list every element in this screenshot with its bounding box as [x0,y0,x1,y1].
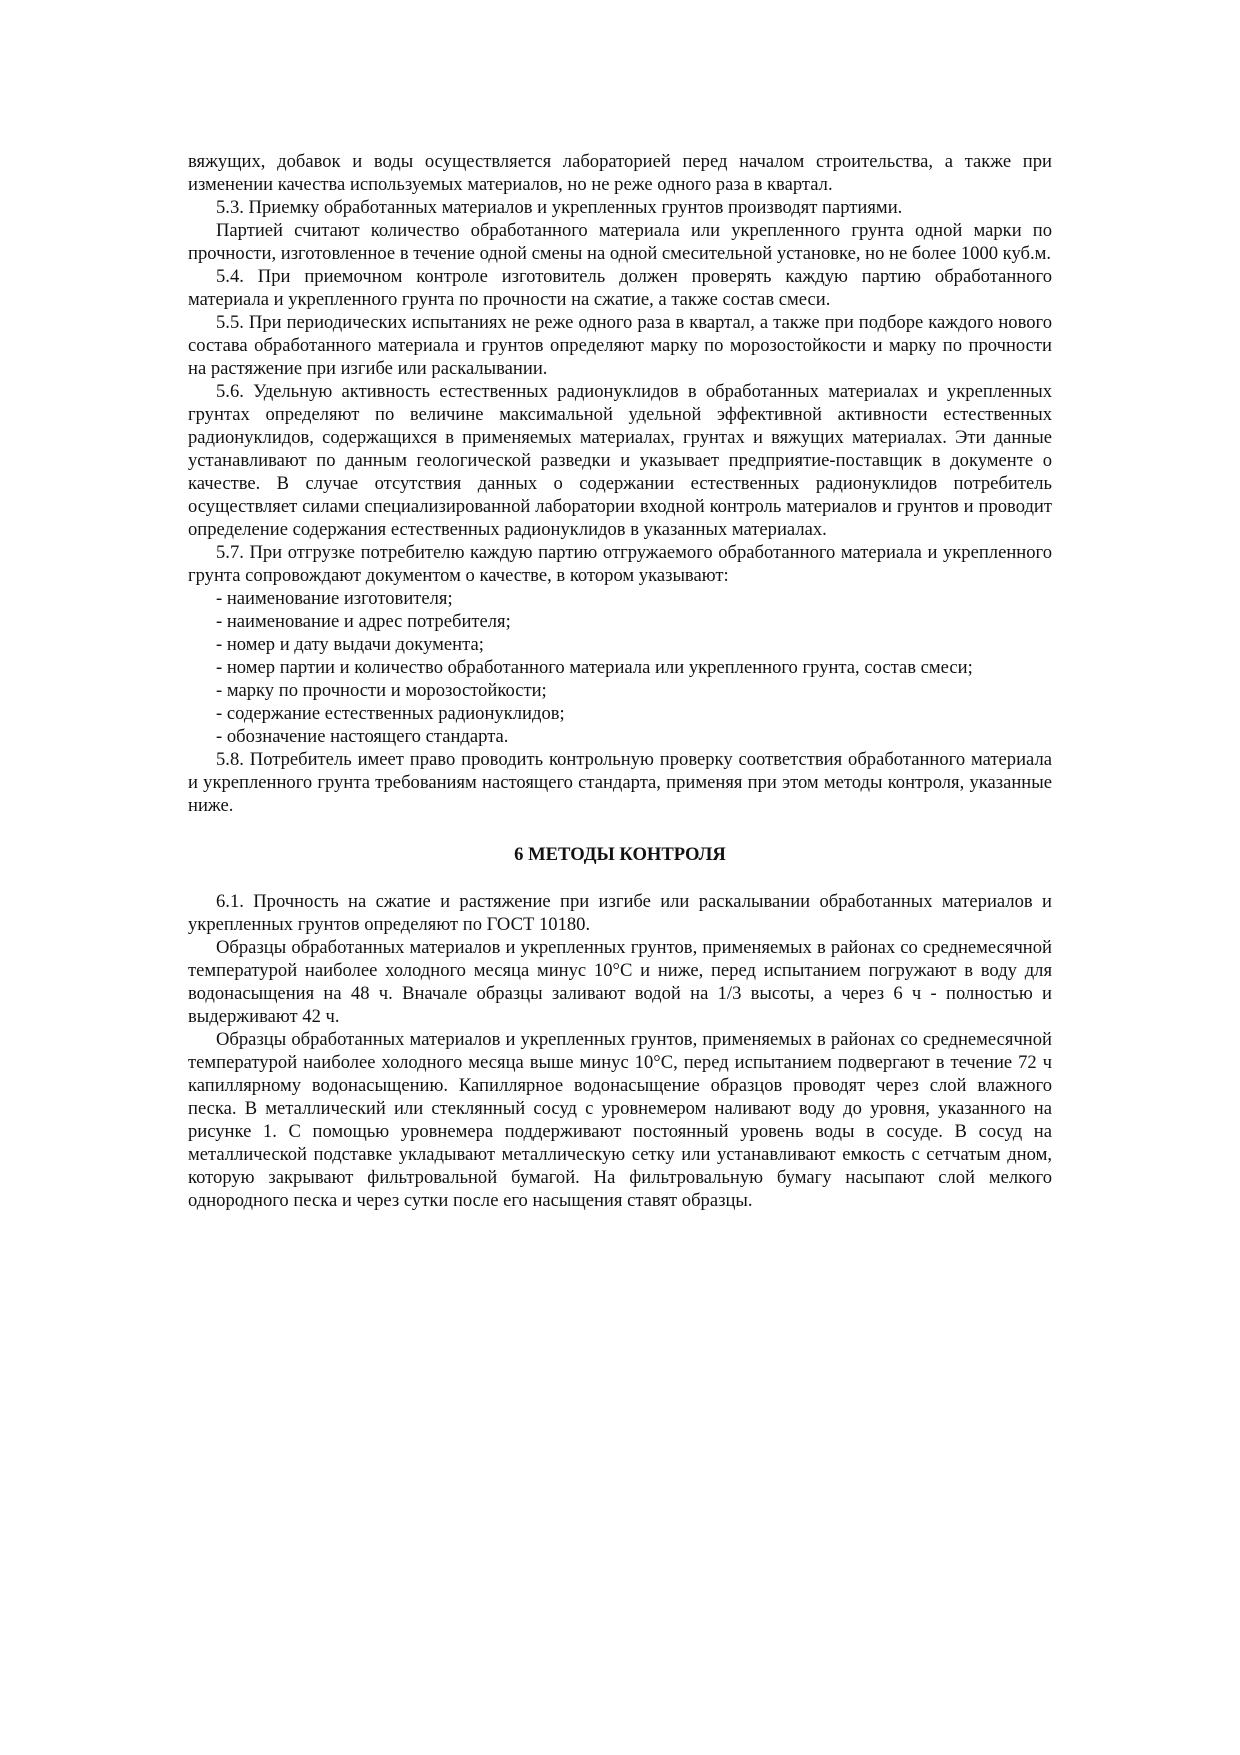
list-item: - наименование изготовителя; [216,588,453,609]
paragraph-batch-definition: Партией считают количество обработанного материала или укрепленного грунта одной марки по прочности, изготовленное в течение одной смены на одной смесительной установке, но не более 1000 куб.м. [188,220,1052,264]
list-item: - содержание естественных радионуклидов; [216,703,565,724]
paragraph-intro-continuation: вяжущих, добавок и воды осуществляется лабораторией перед началом строительства, а также при изменении качества используемых материалов, но не реже одного раза в квартал. [188,151,1052,195]
list-item: - номер и дату выдачи документа; [216,634,484,655]
paragraph-5-8: 5.8. Потребитель имеет право проводить контрольную проверку соответствия обработанного материала и укрепленного грунта требованиям настоящего стандарта, применяя при этом методы контроля, указанные ниже. [188,749,1052,816]
paragraph-5-5: 5.5. При периодических испытаниях не реже одного раза в квартал, а также при подборе каждого нового состава обработанного материала и грунтов определяют марку по морозостойкости и марку по прочности на растяжение при изгибе или раскалывании. [188,312,1052,379]
list-item: - марку по прочности и морозостойкости; [216,680,547,701]
paragraph-samples-cold-climate: Образцы обработанных материалов и укрепленных грунтов, применяемых в районах со среднемесячной температурой наиболее холодного месяца минус 10°С и ниже, перед испытанием погружают в воду для водонасыщения на 48 ч. Вначале образцы заливают водой на 1/3 высоты, а через 6 ч - полностью и выдерживают 42 ч. [188,937,1052,1027]
paragraph-5-7: 5.7. При отгрузке потребителю каждую партию отгружаемого обработанного материала и укрепленного грунта сопровождают документом о качестве, в котором указывают: [188,542,1052,586]
list-item: - наименование и адрес потребителя; [216,611,511,632]
list-item: - обозначение настоящего стандарта. [216,726,509,747]
paragraph-5-3: 5.3. Приемку обработанных материалов и укрепленных грунтов производят партиями. [216,197,903,218]
paragraph-samples-warm-climate: Образцы обработанных материалов и укрепленных грунтов, применяемых в районах со среднемесячной температурой наиболее холодного месяца выше минус 10°С, перед испытанием подвергают в течение 72 ч капиллярному водонасыщению. Капиллярное водонасыщение образцов проводят через слой влажного песка. В металлический или стеклянный сосуд с уровнемером наливают воду до уровня, указанного на рисунке 1. С помощью уровнемера поддерживают постоянный уровень воды в сосуде. В сосуд на металлической подставке укладывают металлическую сетку или устанавливают емкость с сетчатым дном, которую закрывают фильтровальной бумагой. На фильтровальную бумагу насыпают слой мелкого однородного песка и через сутки после его насыщения ставят образцы. [188,1029,1052,1211]
paragraph-6-1: 6.1. Прочность на сжатие и растяжение при изгибе или раскалывании обработанных материалов и укрепленных грунтов определяют по ГОСТ 10180. [188,891,1052,935]
paragraph-5-6: 5.6. Удельную активность естественных радионуклидов в обработанных материалах и укрепленных грунтах определяют по величине максимальной удельной эффективной активности естественных радионуклидов, содержащихся в применяемых материалах, грунтах и вяжущих материалах. Эти данные устанавливают по данным геологической разведки и указывает предприятие-поставщик в документе о качестве. В случае отсутствия данных о содержании естественных радионуклидов потребитель осуществляет силами специализированной лаборатории входной контроль материалов и грунтов и проводит определение содержания естественных радионуклидов в указанных материалах. [188,381,1052,540]
section-heading: 6 МЕТОДЫ КОНТРОЛЯ [514,844,726,865]
list-item: - номер партии и количество обработанного материала или укрепленного грунта, состав смеси; [216,657,973,678]
paragraph-5-4: 5.4. При приемочном контроле изготовитель должен проверять каждую партию обработанного материала и укрепленного грунта по прочности на сжатие, а также состав смеси. [188,266,1052,310]
document-page [188,150,1052,1212]
